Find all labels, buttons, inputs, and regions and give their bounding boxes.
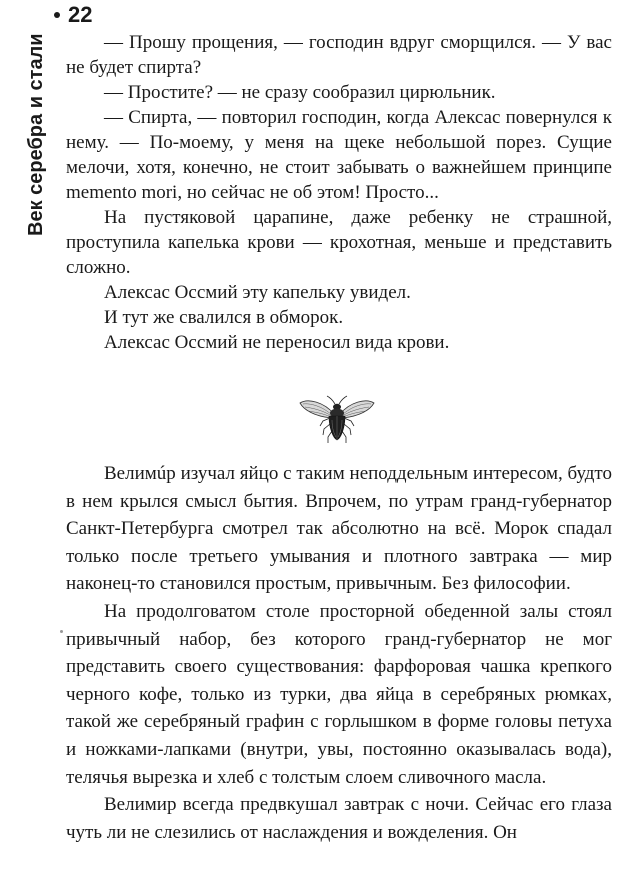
text-section-two	[66, 460, 612, 846]
paragraph: — Спирта, — повторил господин, когда Алексас повернулся к нему. — По-моему, у меня на щеке небольшой порез. Сущие мелочи, хотя, конечно, не стоит забывать о важнейшем принципе memento mori, но сейчас не об этом! Просто...	[66, 107, 612, 203]
paragraph: Велимир всегда предвкушал завтрак с ночи. Сейчас его глаза чуть ли не слезились от наслаждения и вожделения. Он	[66, 794, 612, 843]
paragraph: Алексас Оссмий не переносил вида крови.	[104, 332, 450, 353]
paragraph: На продолговатом столе просторной обеденной залы стоял привычный набор, без которого гранд-губернатор не мог представить своего существования: фарфоровая чашка крепкого черного кофе, только из турки, два яйца в серебряных рюмках, такой же серебряный графин с горлышком в форме головы петуха и ножками-лапками (внутри, увы, постоянно оказывалась вода), телячья вырезка и хлеб с толстым слоем сливочного масла.	[66, 600, 612, 788]
paragraph: Алексас Оссмий эту капельку увидел.	[104, 282, 411, 303]
running-head	[14, 0, 58, 250]
paragraph: Велимúр изучал яйцо с таким неподдельным интересом, будто в нем крылся смысл бытия. Впрочем, по утрам гранд-губернатор Санкт-Петербурга смотрел так абсолютно на всё. Морок спадал только после третьего умывания и плотного завтрака — мир наконец-то становился простым, привычным. Без философии.	[66, 463, 612, 595]
page-number: 22	[68, 2, 93, 27]
paragraph: На пустяковой царапине, даже ребенку не страшной, проступила капелька крови — крохотная, меньше и представить сложно.	[66, 207, 612, 278]
paragraph: И тут же свалился в обморок.	[104, 307, 344, 328]
margin-speck	[60, 630, 63, 633]
paragraph: — Простите? — не сразу сообразил цирюльник.	[104, 82, 496, 103]
beetle-ornament-icon	[298, 394, 376, 446]
paragraph: — Прошу прощения, — господин вдруг сморщился. — У вас не будет спирта?	[66, 32, 612, 78]
running-head-title: Век серебра и стали	[25, 33, 47, 236]
text-section-one	[66, 30, 612, 355]
beetle-ornament-svg	[298, 394, 376, 446]
